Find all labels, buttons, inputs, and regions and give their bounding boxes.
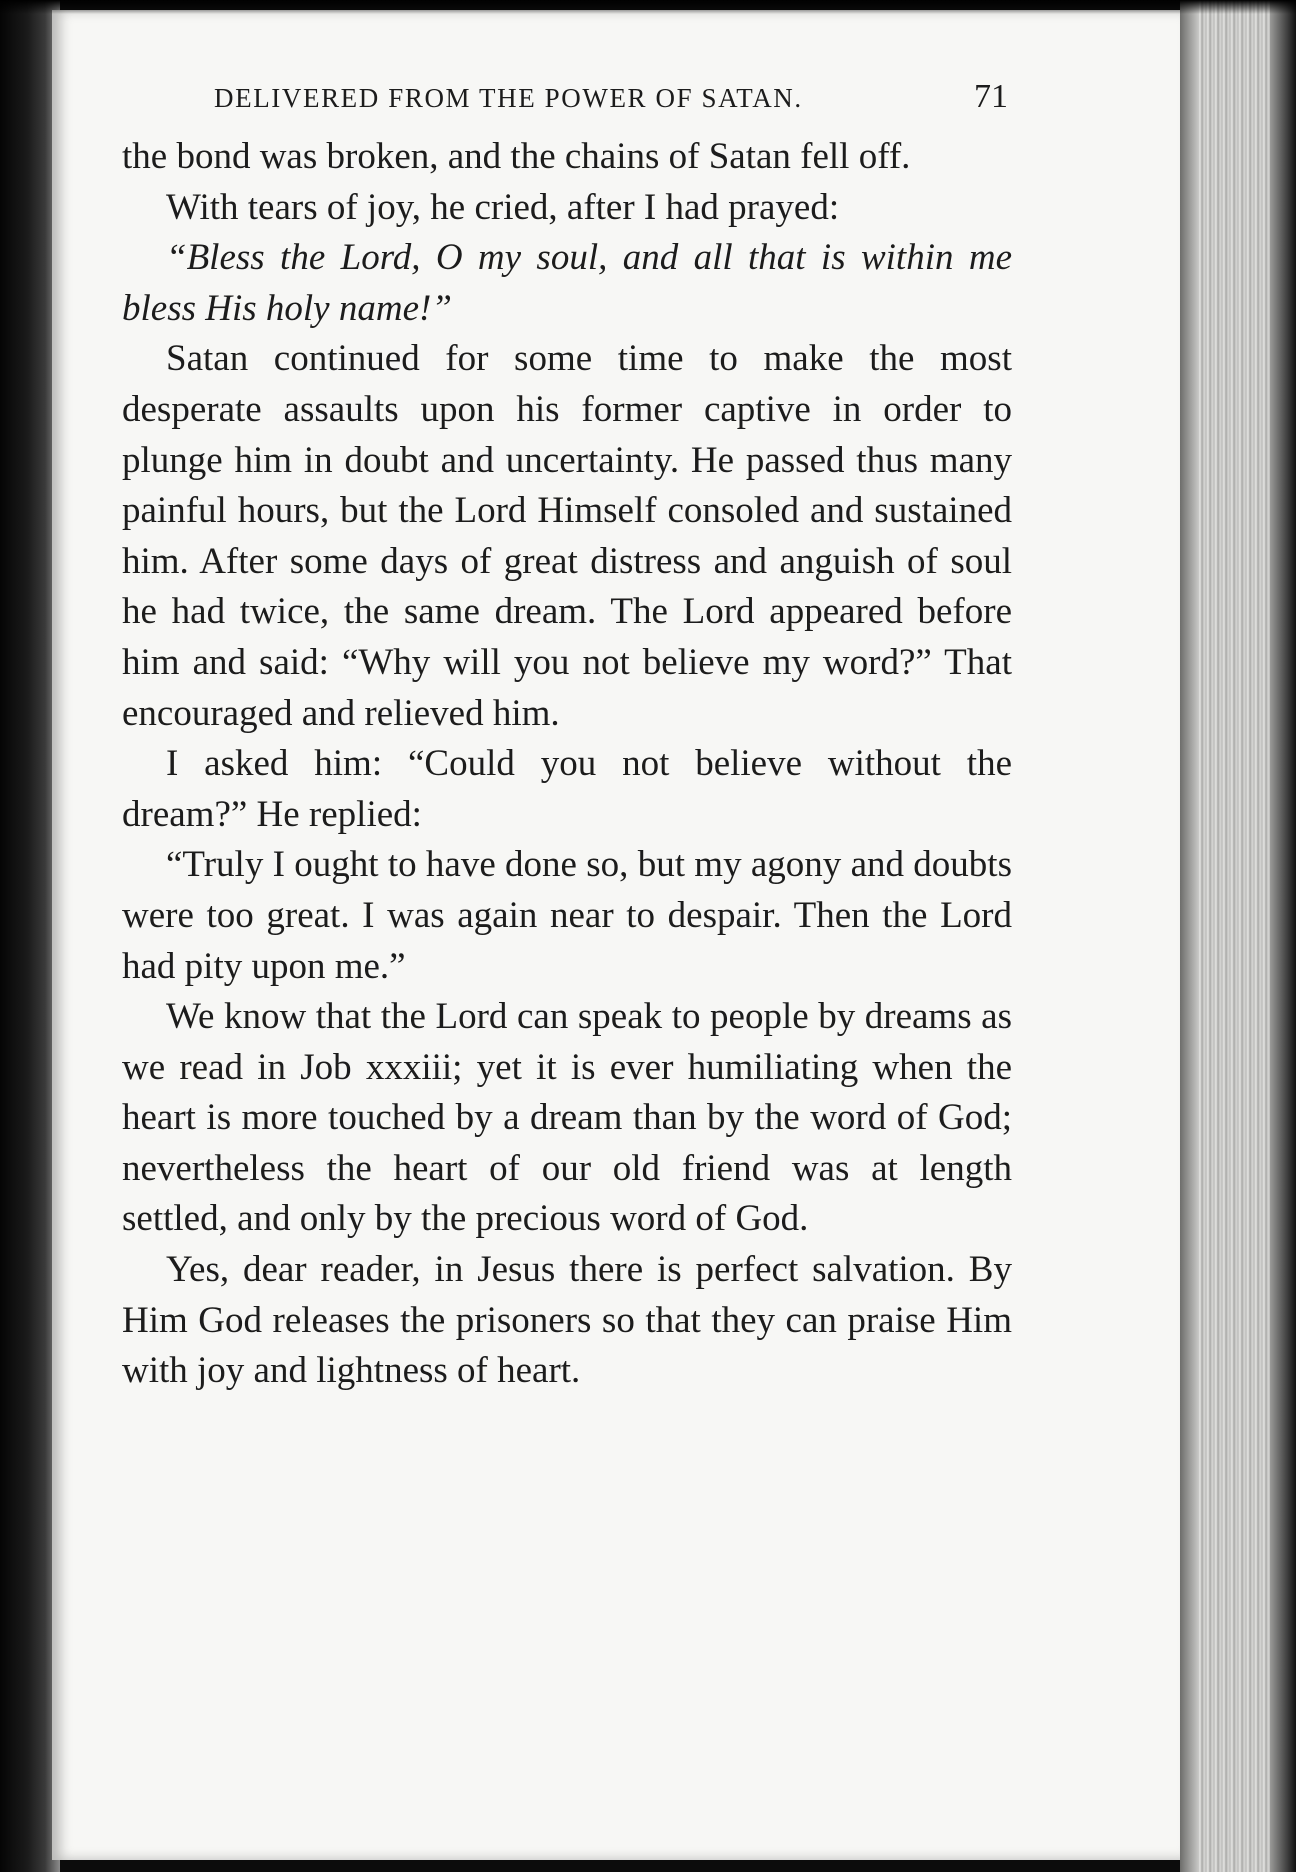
- scripture-quote: “Bless the Lord, O my soul, and all that is within me bless His holy name!”: [122, 237, 1012, 329]
- running-title: DELIVERED FROM THE POWER OF SATAN.: [214, 83, 803, 113]
- top-shadow: [0, 0, 1296, 14]
- paragraph: “Truly I ought to have done so, but my agony and doubts were too great. I was again near to despair. Then the Lord had pity upon me.”: [122, 844, 1012, 987]
- running-head: [122, 78, 1012, 116]
- paragraph: Yes, dear reader, in Jesus there is perfect salvation. By Him God releases the prisoners so that they can praise Him with joy and lightness of heart.: [122, 1249, 1012, 1392]
- page-number: 71: [974, 78, 1008, 115]
- page-stack-edge: [1180, 0, 1296, 1872]
- paragraph: I asked him: “Could you not believe without the dream?” He replied:: [122, 743, 1012, 835]
- paragraph: With tears of joy, he cried, after I had prayed:: [166, 186, 840, 228]
- body-text: [122, 132, 1012, 1397]
- paragraph: Satan continued for some time to make the most desperate assaults upon his former captive in order to plunge him in doubt and uncertainty. He passed thus many painful hours, but the Lord Himself consoled and sustained him. After some days of great distress and anguish of soul he had twice, the same dream. The Lord appeared before him and said: “Why will you not believe my word?” That encouraged and relieved him.: [122, 338, 1012, 734]
- book-binding-edge: [0, 0, 60, 1872]
- text-block: [122, 78, 1012, 1397]
- paragraph: We know that the Lord can speak to people by dreams as we read in Job xxxiii; yet it is ever humiliating when the heart is more touched by a dream than by the word of God; nevertheless the heart of our old friend was at length settled, and only by the precious word of God.: [122, 996, 1012, 1240]
- paragraph: the bond was broken, and the chains of Satan fell off.: [122, 136, 911, 177]
